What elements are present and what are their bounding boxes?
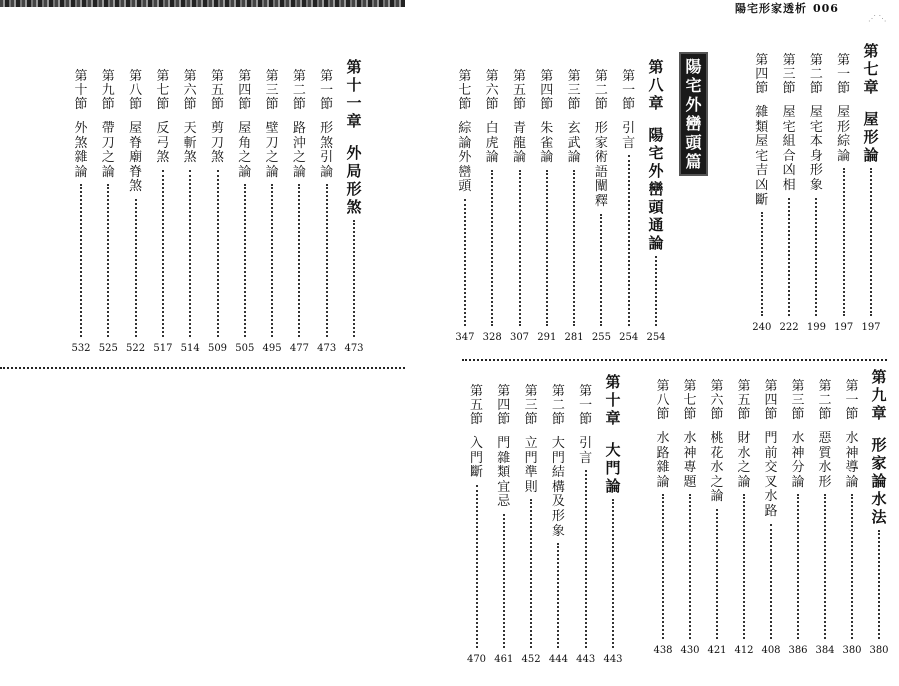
chapter-11-entry-leader-dots [107, 184, 109, 337]
chapter-7-entry-label: 第 一 節 [837, 53, 851, 96]
chapter-9-entry-leader-dots [716, 509, 718, 639]
running-head-page: 006 [813, 2, 839, 15]
chapter-9-entry-title: 門 前 交 叉 水 路 [764, 431, 778, 519]
chapter-8-entry[interactable] [563, 70, 585, 343]
chapter-11-entry[interactable] [207, 70, 229, 354]
chapter-9-entry-label: 第 二 節 [818, 379, 832, 422]
chapter-8-entry-title: 形 家 術 語 闡 釋 [594, 121, 608, 209]
chapter-10-entry-page-number: 461 [494, 654, 514, 665]
chapter-7-entry-page-number: 199 [806, 322, 826, 333]
chapter-8-entry-title: 白 虎 論 [485, 121, 499, 166]
chapter-9-entry-title: 惡 質 水 形 [818, 431, 832, 490]
chapter-8-entry-page-number: 307 [509, 332, 530, 343]
chapter-9-entry-leader-dots [662, 494, 664, 639]
chapter-8-entry-page-number: 328 [482, 332, 502, 343]
chapter-11-entry-page-number: 517 [153, 343, 173, 354]
chapter-11-entry[interactable] [179, 70, 201, 354]
chapter-9-entry-title: 水 神 專 題 [683, 431, 697, 490]
chapter-8-entry-page-number: 347 [455, 332, 475, 343]
chapter-11-entry-page-number: 495 [262, 343, 282, 354]
chapter-11-entry-label: 第 七 節 [156, 69, 170, 112]
chapter-7-entry[interactable] [833, 54, 855, 333]
chapter-9-entry-page-number: 421 [707, 645, 727, 656]
chapter-9-entry[interactable] [760, 380, 782, 656]
chapter-9-entry-page-number: 408 [761, 645, 781, 656]
running-head-title: 陽宅形家透析 [735, 2, 807, 15]
chapter-7-entry[interactable] [805, 54, 827, 333]
chapter-9-entry[interactable] [679, 380, 701, 656]
chapter-9-entry-page-number: 430 [680, 645, 700, 656]
chapter-8-entry-label: 第 七 節 [458, 69, 472, 112]
chapter-8-entry[interactable] [618, 70, 640, 343]
chapter-10-entry[interactable] [493, 385, 515, 665]
chapter-9-entry-label: 第 一 節 [845, 379, 859, 422]
chapter-11-entry-page-number: 505 [235, 343, 255, 354]
chapter-7-entry-label: 第 三 節 [782, 53, 796, 96]
chapter-8-entry-title: 引 言 [622, 121, 636, 151]
chapter-8-entry-label: 第 四 節 [540, 69, 554, 112]
chapter-11-entry-title: 路 沖 之 論 [292, 121, 306, 180]
chapter-9-entry-leader-dots [743, 494, 745, 639]
chapter-11-entry-title: 反 弓 煞 [156, 121, 170, 166]
chapter-11-entry[interactable] [125, 70, 147, 354]
chapter-10-heading-title: 大 門 論 [605, 441, 621, 495]
chapter-10-entry-title: 立 門 準 則 [524, 436, 538, 495]
chapter-11-entry[interactable] [261, 70, 283, 354]
chapter-8-entry-page-number: 291 [537, 332, 557, 343]
part-title-banner [679, 52, 708, 176]
chapter-10-entry[interactable] [575, 385, 597, 665]
chapter-10-entry-title: 大 門 結 構 及 形 象 [551, 436, 565, 539]
chapter-8-entry-leader-dots [573, 170, 575, 326]
chapter-8-entry-page-number: 281 [564, 332, 584, 343]
chapter-9-entry[interactable] [787, 380, 809, 656]
chapter-11-entry-page-number: 522 [126, 343, 146, 354]
chapter-11-entry-label: 第 八 節 [129, 69, 143, 112]
chapter-10-entry-leader-dots [503, 514, 505, 648]
chapter-8-entry-leader-dots [628, 155, 630, 326]
chapter-11-entry-title: 外 煞 雜 論 [74, 121, 88, 180]
chapter-7-entry-page-number: 197 [834, 322, 854, 333]
chapter-11-entry-page-number: 514 [180, 343, 200, 354]
chapter-8-entry-title: 綜 論 外 巒 頭 [458, 121, 472, 195]
chapter-7-entry-leader-dots [843, 168, 845, 316]
chapter-9-entry-leader-dots [797, 494, 799, 639]
chapter-11-entry[interactable] [288, 70, 310, 354]
chapter-8-entry[interactable] [481, 70, 503, 343]
chapter-11-entry-leader-dots [244, 184, 246, 337]
chapter-10-entry-label: 第 三 節 [524, 384, 538, 427]
chapter-11-entry-label: 第 六 節 [183, 69, 197, 112]
chapter-7-entry-title: 雜 類 屋 宅 吉 凶 斷 [755, 105, 769, 208]
chapter-9-entry-label: 第 四 節 [764, 379, 778, 422]
chapter-10-entry-page-number: 443 [576, 654, 596, 665]
chapter-9-entry-leader-dots [824, 494, 826, 639]
chapter-8-entry-leader-dots [600, 214, 602, 326]
chapter-7-entry-leader-dots [761, 212, 763, 316]
chapter-8-entry-label: 第 一 節 [622, 69, 636, 112]
chapter-9-entry-label: 第 三 節 [791, 379, 805, 422]
chapter-9-entry-title: 桃 花 水 之 論 [710, 431, 724, 505]
chapter-11-heading-leader-dots [353, 220, 355, 337]
chapter-9-entry-title: 財 水 之 論 [737, 431, 751, 490]
chapter-11-entry-label: 第 五 節 [210, 69, 224, 112]
running-head [735, 0, 839, 16]
chapter-11-entry-label: 第 二 節 [292, 69, 306, 112]
chapter-11-heading[interactable] [343, 58, 365, 354]
chapter-10-entry-leader-dots [476, 485, 478, 648]
chapter-8-heading-page-number: 254 [646, 332, 666, 343]
chapter-8-entry-page-number: 255 [591, 332, 611, 343]
chapter-8-entry[interactable] [454, 70, 476, 343]
chapter-7-entry[interactable] [778, 54, 800, 333]
chapter-11-entry-title: 天 斬 煞 [183, 121, 197, 166]
chapter-7-heading[interactable] [860, 42, 882, 333]
chapter-8-entry-leader-dots [464, 199, 466, 326]
chapter-8-entry[interactable] [590, 70, 612, 343]
chapter-11-entry[interactable] [234, 70, 256, 354]
chapter-11-entry-leader-dots [271, 184, 273, 337]
chapter-7-entry-page-number: 222 [779, 322, 799, 333]
chapter-8-entry-title: 玄 武 論 [567, 121, 581, 166]
chapter-8-entry-title: 青 龍 論 [512, 121, 526, 166]
chapter-11-entry-page-number: 477 [289, 343, 309, 354]
chapter-10-entry-leader-dots [585, 470, 587, 648]
chapter-9-entry-label: 第 五 節 [737, 379, 751, 422]
chapter-11-entry-leader-dots [189, 170, 191, 337]
chapter-8-entry-label: 第 三 節 [567, 69, 581, 112]
chapter-9-entry-title: 水 神 導 論 [845, 431, 859, 490]
chapter-11-entry-leader-dots [298, 184, 300, 337]
chapter-11-heading-title: 外 局 形 煞 [346, 144, 362, 216]
chapter-11-entry-page-number: 473 [317, 343, 337, 354]
chapter-7-entry-leader-dots [788, 198, 790, 316]
chapter-9-entry-leader-dots [851, 494, 853, 639]
chapter-8-heading-leader-dots [655, 256, 657, 326]
chapter-11-entry-label: 第 十 節 [74, 69, 88, 112]
chapter-9-entry-page-number: 438 [653, 645, 673, 656]
chapter-9-heading-title: 形 家 論 水 法 [871, 436, 887, 526]
chapter-10-entry-leader-dots [530, 499, 532, 648]
chapter-11-entry-title: 屋 角 之 論 [238, 121, 252, 180]
chapter-11-entry-leader-dots [80, 184, 82, 337]
chapter-7-heading-page-number: 197 [861, 322, 881, 333]
chapter-10-entry-label: 第 二 節 [551, 384, 565, 427]
chapter-11-entry[interactable] [152, 70, 174, 354]
chapter-10-entry-leader-dots [557, 543, 559, 648]
chapter-10-entry-page-number: 444 [548, 654, 568, 665]
chapter-10-heading-page-number: 443 [603, 654, 623, 665]
chapter-11-entry-page-number: 532 [71, 343, 91, 354]
chapter-8-entry-leader-dots [491, 170, 493, 326]
chapter-8-heading-label: 第 八 章 [648, 58, 664, 112]
chapter-8-heading-title: 陽 宅 外 巒 頭 通 論 [648, 126, 664, 252]
chapter-11-entry-label: 第 四 節 [238, 69, 252, 112]
chapter-11-entry-leader-dots [135, 199, 137, 337]
chapter-11-entry-title: 帶 刀 之 論 [101, 121, 115, 180]
chapter-8-entry-label: 第 二 節 [594, 69, 608, 112]
chapter-10-heading-leader-dots [612, 499, 614, 648]
chapter-9-heading-label: 第 九 章 [871, 368, 887, 422]
chapter-8-entry-title: 朱 雀 論 [540, 121, 554, 166]
chapter-8-entry-leader-dots [519, 170, 521, 326]
chapter-11-entry-title: 形 煞 引 論 [320, 121, 334, 180]
chapter-9-entry-label: 第 六 節 [710, 379, 724, 422]
chapter-11-entry[interactable] [70, 70, 92, 354]
chapter-9-entry-leader-dots [770, 524, 772, 639]
chapter-10-heading[interactable] [602, 373, 624, 665]
chapter-8-entry[interactable] [536, 70, 558, 343]
chapter-9-entry[interactable] [706, 380, 728, 656]
part-title: 陽 宅 外 巒 頭 篇 [685, 57, 702, 171]
chapter-11-heading-label: 第 十 一 章 [346, 58, 362, 130]
chapter-9-entry[interactable] [652, 380, 674, 656]
chapter-8-entry-label: 第 六 節 [485, 69, 499, 112]
chapter-8-entry-leader-dots [546, 170, 548, 326]
chapter-10-entry-page-number: 452 [521, 654, 541, 665]
chapter-9-entry-page-number: 412 [734, 645, 754, 656]
chapter-7-entry[interactable] [751, 54, 773, 333]
chapter-8-heading[interactable] [645, 58, 667, 343]
chapter-8-entry-page-number: 254 [619, 332, 639, 343]
chapter-7-entry-label: 第 二 節 [809, 53, 823, 96]
chapter-10-entry-title: 引 言 [579, 436, 593, 466]
chapter-8-entry-label: 第 五 節 [512, 69, 526, 112]
chapter-9-entry[interactable] [841, 380, 863, 656]
chapter-11-entry-leader-dots [217, 170, 219, 337]
chapter-11-entry-title: 屋 脊 廟 脊 煞 [129, 121, 143, 195]
chapter-11-entry-label: 第 九 節 [101, 69, 115, 112]
chapter-9-entry-page-number: 386 [788, 645, 808, 656]
chapter-10-entry-title: 門 雜 類 宜 忌 [497, 436, 511, 510]
chapter-9-entry-leader-dots [689, 494, 691, 639]
chapter-7-heading-title: 屋 形 論 [863, 110, 879, 164]
chapter-7-entry-title: 屋 宅 組 合 凶 相 [782, 105, 796, 193]
chapter-11-entry[interactable] [316, 70, 338, 354]
chapter-11-entry-label: 第 三 節 [265, 69, 279, 112]
chapter-11-entry-leader-dots [326, 184, 328, 337]
chapter-10-entry[interactable] [466, 385, 488, 665]
chapter-9-entry[interactable] [814, 380, 836, 656]
chapter-9-entry-page-number: 384 [815, 645, 835, 656]
chapter-7-entry-leader-dots [815, 198, 817, 316]
chapter-9-heading[interactable] [868, 368, 890, 656]
chapter-7-entry-page-number: 240 [752, 322, 772, 333]
chapter-9-entry-title: 水 路 雜 論 [656, 431, 670, 490]
chapter-11-entry-leader-dots [162, 170, 164, 337]
chapter-7-heading-label: 第 七 章 [863, 42, 879, 96]
chapter-9-heading-page-number: 380 [869, 645, 889, 656]
chapter-8-entry[interactable] [509, 70, 531, 343]
scan-specks: ⋰ ⋱ [868, 14, 887, 23]
chapter-10-entry-label: 第 四 節 [497, 384, 511, 427]
left-page-separator [0, 367, 405, 369]
chapter-10-heading-label: 第 十 章 [605, 373, 621, 427]
chapter-11-entry-page-number: 509 [207, 343, 228, 354]
chapter-9-heading-leader-dots [878, 530, 880, 639]
chapter-11-entry-title: 剪 刀 煞 [210, 121, 224, 166]
chapter-9-entry-title: 水 神 分 論 [791, 431, 805, 490]
chapter-10-entry-title: 入 門 斷 [469, 436, 483, 481]
right-page-separator [462, 359, 887, 361]
chapter-10-entry[interactable] [520, 385, 542, 665]
chapter-10-entry-label: 第 五 節 [469, 384, 483, 427]
chapter-11-heading-page-number: 473 [344, 343, 364, 354]
chapter-10-entry-page-number: 470 [466, 654, 487, 665]
chapter-9-entry-page-number: 380 [842, 645, 862, 656]
chapter-9-entry-label: 第 八 節 [656, 379, 670, 422]
chapter-11-entry-title: 壁 刀 之 論 [265, 121, 279, 180]
chapter-7-heading-leader-dots [870, 168, 872, 316]
chapter-10-entry-label: 第 一 節 [579, 384, 593, 427]
chapter-7-entry-label: 第 四 節 [755, 53, 769, 96]
chapter-7-entry-title: 屋 形 綜 論 [837, 105, 851, 164]
chapter-7-entry-title: 屋 宅 本 身 形 象 [809, 105, 823, 193]
chapter-11-entry[interactable] [97, 70, 119, 354]
chapter-11-entry-label: 第 一 節 [320, 69, 334, 112]
chapter-11-entry-page-number: 525 [98, 343, 118, 354]
scan-edge-band [0, 0, 405, 7]
chapter-10-entry[interactable] [547, 385, 569, 665]
chapter-9-entry[interactable] [733, 380, 755, 656]
chapter-9-entry-label: 第 七 節 [683, 379, 697, 422]
